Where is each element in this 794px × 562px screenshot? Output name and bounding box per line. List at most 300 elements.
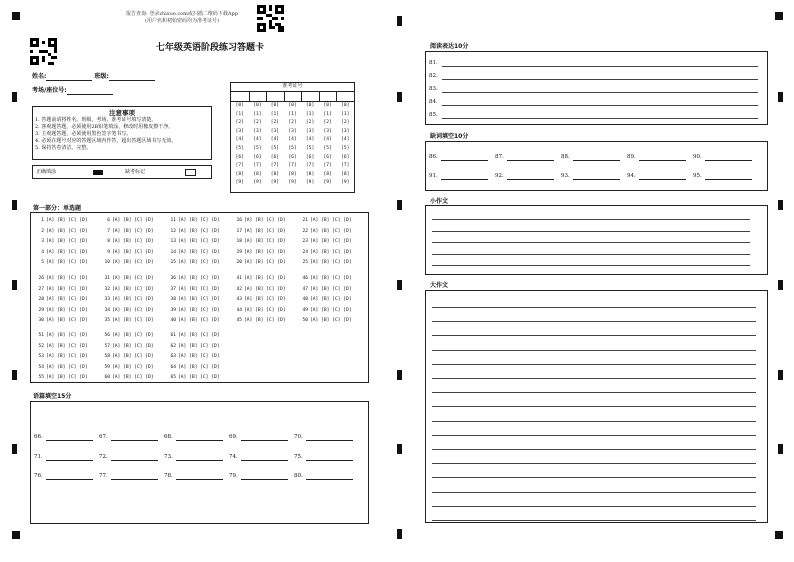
mc-option-bubbles[interactable]: [A] [B] [C] [D] <box>178 260 220 265</box>
mc-option-bubbles[interactable]: [A] [B] [C] [D] <box>112 354 154 359</box>
mc-option-bubbles[interactable]: [A] [B] [C] [D] <box>244 286 286 292</box>
blank-answer-line[interactable] <box>441 172 488 180</box>
exam-id-digit-bubble[interactable]: [5] <box>305 145 315 151</box>
essay-writing-line[interactable] <box>432 421 756 422</box>
exam-id-digit-bubble[interactable]: [5] <box>253 145 262 151</box>
exam-id-digit-bubble[interactable]: [4] <box>270 137 280 143</box>
exam-id-column[interactable] <box>320 102 336 188</box>
essay-writing-line[interactable] <box>432 492 756 493</box>
mc-question-50[interactable] <box>299 318 352 324</box>
mc-option-bubbles[interactable]: [A] [B] [C] [D] <box>178 249 220 255</box>
blank-answer-line[interactable] <box>306 433 353 441</box>
mc-question-45[interactable] <box>233 318 286 324</box>
blank-answer-line[interactable] <box>306 472 353 480</box>
mc-option-bubbles[interactable]: [A] [B] [C] [D] <box>178 297 220 302</box>
exam-id-digit-bubble[interactable]: [6] <box>323 154 332 160</box>
exam-id-digit-bubble[interactable]: [6] <box>253 154 262 160</box>
mc-option-bubbles[interactable]: [A] [B] [C] [D] <box>112 343 154 349</box>
reading-answer-line[interactable] <box>442 92 758 93</box>
fill-blank-item <box>99 472 158 480</box>
blank-answer-line[interactable] <box>639 172 686 180</box>
exam-id-digit-bubble[interactable]: [4] <box>288 137 297 143</box>
exam-id-digit-bubble[interactable]: [2] <box>323 120 332 126</box>
mc-option-bubbles[interactable]: [A] [B] [C] [D] <box>310 276 352 281</box>
mc-question-49[interactable] <box>299 308 352 314</box>
mc-question-17[interactable] <box>233 229 286 235</box>
mc-option-bubbles[interactable]: [A] [B] [C] [D] <box>244 239 286 244</box>
exam-id-digit-bubble[interactable]: [8] <box>253 171 262 177</box>
essay-writing-line[interactable] <box>432 406 756 407</box>
blank-answer-line[interactable] <box>176 453 223 461</box>
essay-writing-line[interactable] <box>432 219 750 220</box>
mc-option-bubbles[interactable]: [A] [B] [C] [D] <box>178 228 220 234</box>
mc-question-52[interactable] <box>35 344 88 350</box>
exam-id-digit-bubble[interactable]: [7] <box>288 163 297 169</box>
mc-option-bubbles[interactable]: [A] [B] [C] [D] <box>112 260 154 265</box>
blank-answer-line[interactable] <box>46 453 93 461</box>
mc-option-bubbles[interactable]: [A] [B] [C] [D] <box>310 286 352 292</box>
reading-answer-line[interactable] <box>442 105 758 106</box>
mc-question-24[interactable] <box>299 250 352 256</box>
exam-id-digit-bubble[interactable]: [8] <box>341 171 350 177</box>
mc-option-bubbles[interactable]: [A] [B] [C] [D] <box>310 307 352 313</box>
notes-box <box>32 106 212 160</box>
mc-option-bubbles[interactable]: [A] [B] [C] [D] <box>244 228 286 234</box>
exam-id-digit-bubble[interactable]: [6] <box>341 154 350 160</box>
mc-option-bubbles[interactable]: [A] [B] [C] [D] <box>112 218 154 223</box>
exam-id-digit-bubble[interactable]: [3] <box>235 128 244 134</box>
mc-question-18[interactable] <box>233 239 286 245</box>
exam-id-digit-bubble[interactable]: [2] <box>341 120 350 126</box>
blank-answer-line[interactable] <box>111 433 158 441</box>
mc-option-bubbles[interactable]: [A] [B] [C] [D] <box>244 249 286 255</box>
exam-id-digit-bubble[interactable]: [0] <box>288 103 297 108</box>
mc-question-40[interactable] <box>167 318 220 324</box>
exam-id-digit-bubble[interactable]: [2] <box>305 120 315 126</box>
exam-id-digit-bubble[interactable]: [1] <box>305 111 315 117</box>
mc-answer-box[interactable] <box>30 212 369 383</box>
room-field[interactable] <box>67 87 113 95</box>
exam-id-column[interactable] <box>337 102 353 188</box>
essay-writing-line[interactable] <box>432 477 756 478</box>
blank-answer-line[interactable] <box>705 172 752 180</box>
essay-writing-line[interactable] <box>432 350 756 351</box>
fill-blank-item <box>495 172 554 180</box>
mc-question-63[interactable] <box>167 354 220 360</box>
mc-question-51[interactable] <box>35 333 88 339</box>
mc-question-12[interactable] <box>167 229 220 235</box>
mc-question-53[interactable] <box>35 354 88 360</box>
exam-id-digit-bubble[interactable]: [5] <box>270 145 280 151</box>
mc-option-bubbles[interactable]: [A] [B] [C] [D] <box>244 260 286 265</box>
mc-option-bubbles[interactable]: [A] [B] [C] [D] <box>310 218 352 223</box>
exam-id-digit-bubble[interactable]: [1] <box>341 111 350 117</box>
mc-option-bubbles[interactable]: [A] [B] [C] [D] <box>112 239 154 244</box>
mc-question-27[interactable] <box>35 287 88 293</box>
mc-option-bubbles[interactable]: [A] [B] [C] [D] <box>310 318 352 323</box>
exam-id-digit-bubble[interactable]: [6] <box>305 154 315 160</box>
mc-option-bubbles[interactable]: [A] [B] [C] [D] <box>46 249 88 255</box>
mc-question-13[interactable] <box>167 239 220 245</box>
essay-writing-line[interactable] <box>432 378 756 379</box>
mc-question-number: 53 <box>38 354 44 359</box>
mc-question-43[interactable] <box>233 297 286 303</box>
big-essay-box[interactable] <box>425 290 768 523</box>
mc-option-bubbles[interactable]: [A] [B] [C] [D] <box>178 218 220 223</box>
mc-option-bubbles[interactable]: [A] [B] [C] [D] <box>46 354 88 359</box>
blank-answer-line[interactable] <box>573 172 620 180</box>
exam-id-digit-bubble[interactable]: [0] <box>341 103 350 108</box>
fill-blank-item <box>164 472 223 480</box>
mc-option-bubbles[interactable]: [A] [B] [C] [D] <box>46 239 88 244</box>
mc-question-8[interactable] <box>101 239 154 245</box>
fill-blank-item <box>294 453 353 461</box>
reading-item-number: 84. <box>429 99 438 105</box>
mc-option-bubbles[interactable]: [A] [B] [C] [D] <box>112 249 154 255</box>
mc-option-bubbles[interactable]: [A] [B] [C] [D] <box>178 364 220 370</box>
exam-id-digit-bubble[interactable]: [6] <box>235 154 244 160</box>
mc-question-3[interactable] <box>35 239 88 245</box>
mc-question-59[interactable] <box>101 365 154 371</box>
mc-option-bubbles[interactable]: [A] [B] [C] [D] <box>112 333 154 338</box>
mc-question-56[interactable] <box>101 333 154 339</box>
mc-option-bubbles[interactable]: [A] [B] [C] [D] <box>46 228 88 234</box>
mc-question-65[interactable] <box>167 375 220 381</box>
mc-question-6[interactable] <box>101 218 154 224</box>
mc-option-bubbles[interactable]: [A] [B] [C] [D] <box>46 343 88 349</box>
mc-question-number: 65 <box>170 375 176 380</box>
exam-id-digit-bubble[interactable]: [8] <box>270 171 280 177</box>
essay-writing-line[interactable] <box>432 335 756 336</box>
exam-id-digit-bubble[interactable]: [4] <box>253 137 262 143</box>
essay-writing-line[interactable] <box>432 364 756 365</box>
mc-option-bubbles[interactable]: [A] [B] [C] [D] <box>244 297 286 302</box>
mc-question-34[interactable] <box>101 308 154 314</box>
mc-option-bubbles[interactable]: [A] [B] [C] [D] <box>310 249 352 255</box>
exam-id-digit-bubble[interactable]: [5] <box>323 145 332 151</box>
mc-question-44[interactable] <box>233 308 286 314</box>
blank-answer-line[interactable] <box>46 472 93 480</box>
mc-option-bubbles[interactable]: [A] [B] [C] [D] <box>112 307 154 313</box>
blank-answer-line[interactable] <box>176 472 223 480</box>
essay-writing-line[interactable] <box>432 265 750 266</box>
mc-question-number: 62 <box>170 343 176 349</box>
exam-id-digit-bubble[interactable]: [2] <box>235 120 244 126</box>
exam-id-digit-bubble[interactable]: [1] <box>270 111 280 117</box>
mc-option-bubbles[interactable]: [A] [B] [C] [D] <box>178 307 220 313</box>
blank-answer-line[interactable] <box>639 153 686 161</box>
mc-question-26[interactable] <box>35 276 88 282</box>
essay-writing-line[interactable] <box>432 231 750 232</box>
exam-id-digit-bubble[interactable]: [3] <box>270 128 280 134</box>
mc-option-bubbles[interactable]: [A] [B] [C] [D] <box>112 364 154 370</box>
blank-number: 87. <box>495 154 504 160</box>
mc-option-bubbles[interactable]: [A] [B] [C] [D] <box>178 333 220 338</box>
fill-blank-item <box>34 433 93 441</box>
exam-id-digit-bubble[interactable]: [8] <box>305 171 315 177</box>
essay-writing-line[interactable] <box>432 506 756 507</box>
mc-question-42[interactable] <box>233 287 286 293</box>
exam-id-digit-bubble[interactable]: [5] <box>341 145 350 151</box>
mc-option-bubbles[interactable]: [A] [B] [C] [D] <box>178 286 220 292</box>
mc-question-number: 50 <box>302 318 308 323</box>
mc-option-bubbles[interactable]: [A] [B] [C] [D] <box>178 354 220 359</box>
mc-question-47[interactable] <box>299 287 352 293</box>
reading-item-number: 82. <box>429 73 438 79</box>
exam-id-bubbles[interactable] <box>231 102 354 192</box>
blank-answer-line[interactable] <box>507 172 554 180</box>
exam-id-digit-bubble[interactable]: [9] <box>305 180 315 186</box>
essay-writing-line[interactable] <box>432 463 756 464</box>
mc-question-23[interactable] <box>299 239 352 245</box>
mc-option-bubbles[interactable]: [A] [B] [C] [D] <box>46 286 88 292</box>
small-essay-box[interactable] <box>425 205 768 275</box>
exam-id-digit-bubble[interactable]: [7] <box>270 163 280 169</box>
mc-question-57[interactable] <box>101 344 154 350</box>
exam-id-digit-bubble[interactable]: [3] <box>305 128 315 134</box>
empty-bubble-icon[interactable] <box>185 169 196 176</box>
exam-id-column[interactable] <box>232 102 248 188</box>
mc-option-bubbles[interactable]: [A] [B] [C] [D] <box>178 239 220 244</box>
exam-id-digit-bubble[interactable]: [7] <box>341 163 350 169</box>
exam-id-digit-bubble[interactable]: [0] <box>305 103 315 108</box>
mc-option-bubbles[interactable]: [A] [B] [C] [D] <box>46 307 88 313</box>
mc-option-bubbles[interactable]: [A] [B] [C] [D] <box>46 218 88 223</box>
mc-question-36[interactable] <box>167 276 220 282</box>
fill-example-box <box>32 165 212 179</box>
mc-question-41[interactable] <box>233 276 286 282</box>
mc-option-bubbles[interactable]: [A] [B] [C] [D] <box>112 276 154 281</box>
exam-id-digit-bubble[interactable]: [4] <box>235 137 244 143</box>
mc-option-bubbles[interactable]: [A] [B] [C] [D] <box>244 307 286 313</box>
blank-answer-line[interactable] <box>441 153 488 161</box>
name-field[interactable] <box>46 73 92 81</box>
blank-answer-line[interactable] <box>176 433 223 441</box>
essay-writing-line[interactable] <box>432 321 756 322</box>
mc-option-bubbles[interactable]: [A] [B] [C] [D] <box>46 318 88 323</box>
mc-option-bubbles[interactable]: [A] [B] [C] [D] <box>112 286 154 292</box>
exam-id-digit-bubble[interactable]: [3] <box>288 128 297 134</box>
mc-question-14[interactable] <box>167 250 220 256</box>
mc-question-28[interactable] <box>35 297 88 303</box>
mc-question-10[interactable] <box>101 260 154 266</box>
page-title: 七年级英语阶段练习答题卡 <box>155 43 264 53</box>
mc-question-number: 12 <box>170 228 176 234</box>
mc-question-1[interactable] <box>35 218 88 224</box>
exam-id-digit-bubble[interactable]: [9] <box>253 180 262 186</box>
blank-answer-line[interactable] <box>241 453 288 461</box>
blank-answer-line[interactable] <box>46 433 93 441</box>
timing-mark <box>12 280 17 290</box>
class-field[interactable] <box>109 73 155 81</box>
mc-option-bubbles[interactable]: [A] [B] [C] [D] <box>178 276 220 281</box>
mc-option-bubbles[interactable]: [A] [B] [C] [D] <box>112 318 154 323</box>
mc-option-bubbles[interactable]: [A] [B] [C] [D] <box>310 239 352 244</box>
exam-id-digit-bubble[interactable]: [3] <box>323 128 332 134</box>
reading-answer-line[interactable] <box>442 79 758 80</box>
mc-question-30[interactable] <box>35 318 88 324</box>
mc-option-bubbles[interactable]: [A] [B] [C] [D] <box>178 375 220 380</box>
blank-answer-line[interactable] <box>507 153 554 161</box>
essay-writing-line[interactable] <box>432 520 756 521</box>
mc-option-bubbles[interactable]: [A] [B] [C] [D] <box>112 375 154 380</box>
mc-question-46[interactable] <box>299 276 352 282</box>
exam-id-digit-bubble[interactable]: [5] <box>235 145 244 151</box>
mc-question-5[interactable] <box>35 260 88 266</box>
reading-answer-line[interactable] <box>442 118 758 119</box>
blank-answer-line[interactable] <box>241 472 288 480</box>
mc-question-number: 33 <box>104 297 110 302</box>
mc-question-31[interactable] <box>101 276 154 282</box>
mc-question-54[interactable] <box>35 365 88 371</box>
fill-blank-item <box>294 433 353 441</box>
mc-question-55[interactable] <box>35 375 88 381</box>
blank-answer-line[interactable] <box>306 453 353 461</box>
exam-id-digit-bubble[interactable]: [2] <box>253 120 262 126</box>
mc-question-number: 6 <box>107 218 110 223</box>
mc-option-bubbles[interactable]: [A] [B] [C] [D] <box>46 276 88 281</box>
exam-id-digit-bubble[interactable]: [7] <box>253 163 262 169</box>
mc-option-bubbles[interactable]: [A] [B] [C] [D] <box>46 375 88 380</box>
mc-question-33[interactable] <box>101 297 154 303</box>
exam-id-digit-bubble[interactable]: [3] <box>341 128 350 134</box>
mc-option-bubbles[interactable]: [A] [B] [C] [D] <box>112 297 154 302</box>
exam-id-digit-bubble[interactable]: [9] <box>235 180 244 186</box>
exam-id-digit-bubble[interactable]: [7] <box>235 163 244 169</box>
mc-option-bubbles[interactable]: [A] [B] [C] [D] <box>310 297 352 302</box>
exam-id-digit-bubble[interactable]: [7] <box>305 163 315 169</box>
blank-answer-line[interactable] <box>573 153 620 161</box>
exam-id-digit-bubble[interactable]: [1] <box>253 111 262 117</box>
exam-id-column[interactable] <box>302 102 318 188</box>
exam-id-digit-bubble[interactable]: [5] <box>288 145 297 151</box>
mc-question-48[interactable] <box>299 297 352 303</box>
essay-writing-line[interactable] <box>432 449 756 450</box>
mc-question-2[interactable] <box>35 229 88 235</box>
exam-id-digit-bubble[interactable]: [0] <box>253 103 262 108</box>
exam-id-digit-bubble[interactable]: [7] <box>323 163 332 169</box>
mc-question-38[interactable] <box>167 297 220 303</box>
timing-mark <box>778 444 783 454</box>
mc-question-64[interactable] <box>167 365 220 371</box>
exam-id-digit-bubble[interactable]: [0] <box>235 103 244 108</box>
exam-id-digit-bubble[interactable]: [4] <box>323 137 332 143</box>
blank-answer-line[interactable] <box>705 153 752 161</box>
exam-id-digit-bubble[interactable]: [1] <box>235 111 244 117</box>
essay-writing-line[interactable] <box>432 254 750 255</box>
blank-number: 78. <box>164 473 173 479</box>
exam-id-write-row <box>231 92 354 102</box>
mc-question-32[interactable] <box>101 287 154 293</box>
exam-id-column[interactable] <box>285 102 301 188</box>
mc-option-bubbles[interactable]: [A] [B] [C] [D] <box>310 228 352 234</box>
mc-question-number: 20 <box>236 260 242 265</box>
exam-id-digit-bubble[interactable]: [8] <box>288 171 297 177</box>
exam-id-digit-bubble[interactable]: [2] <box>270 120 280 126</box>
exam-id-digit-bubble[interactable]: [0] <box>323 103 332 108</box>
exam-id-digit-bubble[interactable]: [9] <box>270 180 280 186</box>
blank-number: 70. <box>294 434 303 440</box>
exam-id-column[interactable] <box>267 102 283 188</box>
essay-writing-line[interactable] <box>432 392 756 393</box>
exam-id-digit-bubble[interactable]: [9] <box>341 180 350 186</box>
mc-option-bubbles[interactable]: [A] [B] [C] [D] <box>46 364 88 370</box>
exam-id-digit-bubble[interactable]: [6] <box>288 154 297 160</box>
mc-option-bubbles[interactable]: [A] [B] [C] [D] <box>46 260 88 265</box>
blank-number: 91. <box>429 173 438 179</box>
essay-writing-line[interactable] <box>432 435 756 436</box>
mc-question-11[interactable] <box>167 218 220 224</box>
reading-title: 阅读表达10分 <box>430 43 469 50</box>
exam-id-digit-bubble[interactable]: [6] <box>270 154 280 160</box>
mc-option-bubbles[interactable]: [A] [B] [C] [D] <box>46 297 88 302</box>
mc-question-7[interactable] <box>101 229 154 235</box>
mc-question-35[interactable] <box>101 318 154 324</box>
mc-question-22[interactable] <box>299 229 352 235</box>
mc-option-bubbles[interactable]: [A] [B] [C] [D] <box>46 333 88 338</box>
mc-option-bubbles[interactable]: [A] [B] [C] [D] <box>244 318 286 323</box>
mc-question-4[interactable] <box>35 250 88 256</box>
exam-id-digit-bubble[interactable]: [1] <box>288 111 297 117</box>
exam-id-digit-bubble[interactable]: [3] <box>253 128 262 134</box>
mc-question-15[interactable] <box>167 260 220 266</box>
mc-question-number: 31 <box>104 276 110 281</box>
exam-id-digit-bubble[interactable]: [2] <box>288 120 297 126</box>
mc-question-58[interactable] <box>101 354 154 360</box>
exam-id-digit-bubble[interactable]: [8] <box>323 171 332 177</box>
mc-question-29[interactable] <box>35 308 88 314</box>
mc-question-number: 4 <box>41 249 44 255</box>
exam-id-digit-bubble[interactable]: [9] <box>323 180 332 186</box>
blank-answer-line[interactable] <box>241 433 288 441</box>
mc-question-number: 34 <box>104 307 110 313</box>
exam-id-digit-bubble[interactable]: [4] <box>341 137 350 143</box>
exam-id-digit-bubble[interactable]: [1] <box>323 111 332 117</box>
mc-option-bubbles[interactable]: [A] [B] [C] [D] <box>178 318 220 323</box>
mc-option-bubbles[interactable]: [A] [B] [C] [D] <box>310 260 352 265</box>
exam-id-digit-bubble[interactable]: [0] <box>270 103 280 108</box>
mc-question-number: 17 <box>236 228 242 234</box>
mc-question-60[interactable] <box>101 375 154 381</box>
essay-writing-line[interactable] <box>432 242 750 243</box>
mc-question-21[interactable] <box>299 218 352 224</box>
mc-question-number: 42 <box>236 286 242 292</box>
mc-question-16[interactable] <box>233 218 286 224</box>
mc-question-25[interactable] <box>299 260 352 266</box>
exam-id-column[interactable] <box>250 102 266 188</box>
blank-answer-line[interactable] <box>111 472 158 480</box>
exam-id-digit-bubble[interactable]: [8] <box>235 171 244 177</box>
cloze-box <box>425 141 768 191</box>
mc-option-bubbles[interactable]: [A] [B] [C] [D] <box>244 218 286 223</box>
exam-id-digit-bubble[interactable]: [9] <box>288 180 297 186</box>
mc-question-20[interactable] <box>233 260 286 266</box>
blank-answer-line[interactable] <box>111 453 158 461</box>
exam-id-digit-bubble[interactable]: [4] <box>305 137 315 143</box>
mc-option-bubbles[interactable]: [A] [B] [C] [D] <box>112 228 154 234</box>
mc-option-bubbles[interactable]: [A] [B] [C] [D] <box>244 276 286 281</box>
mc-question-39[interactable] <box>167 308 220 314</box>
blank-number: 74. <box>229 453 238 460</box>
mc-question-62[interactable] <box>167 344 220 350</box>
reading-answer-line[interactable] <box>442 66 758 67</box>
mc-question-61[interactable] <box>167 333 220 339</box>
mc-option-bubbles[interactable]: [A] [B] [C] [D] <box>178 343 220 349</box>
mc-question-37[interactable] <box>167 287 220 293</box>
essay-writing-line[interactable] <box>432 307 756 308</box>
mc-question-9[interactable] <box>101 250 154 256</box>
mc-question-19[interactable] <box>233 250 286 256</box>
